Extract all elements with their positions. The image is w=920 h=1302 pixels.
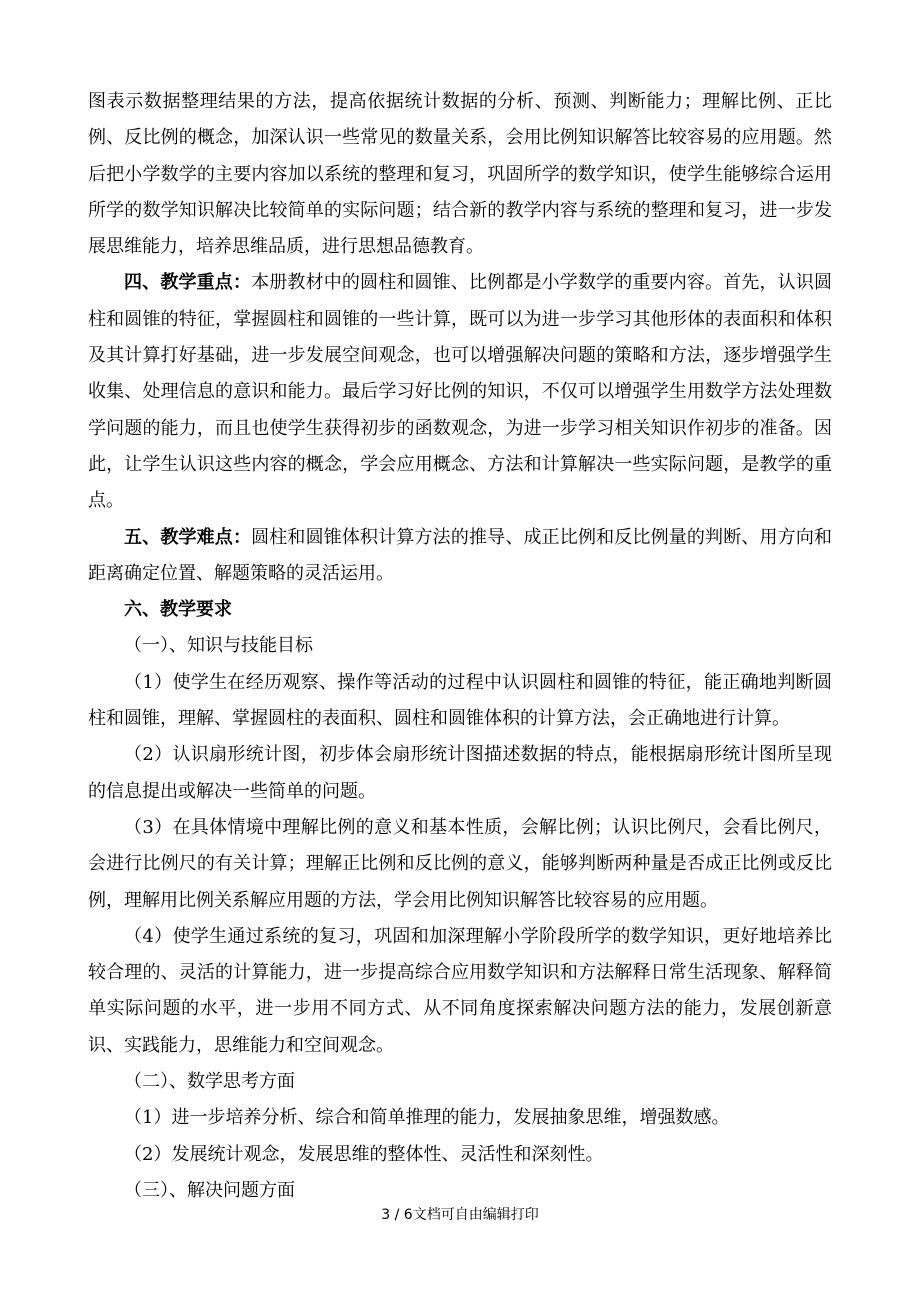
list-item: （2）发展统计观念，发展思维的整体性、灵活性和深刻性。 [124, 1143, 604, 1165]
subsection-math-thinking: （二）、数学思考方面 [124, 1071, 295, 1093]
list-item: （2）认识扇形统计图，初步体会扇形统计图描述数据的特点，能根据扇形统计图所呈现的信息提出或解决一些简单的问题。 [88, 744, 832, 802]
list-item: （3）在具体情境中理解比例的意义和基本性质，会解比例；认识比例尺，会看比例尺，会进行比例尺的有关计算；理解正比例和反比例的意义，能够判断两种量是否成正比例或反比例，理解用比例关系解应用题的方法，学会用比例知识解答比较容易的应用题。 [88, 816, 832, 911]
section-requirements-title: 六、教学要求 [124, 599, 232, 621]
list-item: （1）使学生在经历观察、操作等活动的过程中认识圆柱和圆锥的特征，能正确地判断圆柱和圆锥，理解、掌握圆柱的表面积、圆柱和圆锥体积的计算方法，会正确地进行计算。 [88, 671, 832, 730]
section-key-points-body: 本册教材中的圆柱和圆锥、比例都是小学数学的重要内容。首先，认识圆柱和圆锥的特征，掌握圆柱和圆锥的一些计算，既可以为进一步学习其他形体的表面积和体积及其计算打好基础，进一步发展空间观念，也可以增强解决问题的策略和方法，逐步增强学生收集、处理信息的意识和能力。最后学习好比例的知识，不仅可以增强学生用数学方法处理数学问题的能力，而且也使学生获得初步的函数观念，为进一步学习相关知识作初步的准备。因此，让学生认识这些内容的概念，学会应用概念、方法和计算解决一些实际问题，是教学的重点。 [88, 272, 833, 512]
intro-paragraph: 图表示数据整理结果的方法，提高依据统计数据的分析、预测、判断能力；理解比例、正比例、反比例的概念，加深认识一些常见的数量关系，会用比例知识解答比较容易的应用题。然后把小学数学的主要内容加以系统的整理和复习，巩固所学的数学知识，使学生能够综合运用所学的数学知识解决比较简单的实际问题；结合新的教学内容与系统的整理和复习，进一步发展思维能力，培养思维品质，进行思想品德教育。 [88, 91, 832, 258]
section-key-points [88, 265, 832, 519]
document-body [88, 84, 832, 1209]
subsection-knowledge-skills: （一）、知识与技能目标 [124, 635, 313, 657]
subsection-problem-solving: （三）、解决问题方面 [124, 1179, 295, 1201]
list-item: （4）使学生通过系统的复习，巩固和加深理解小学阶段所学的数学知识，更好地培养比较合理的、灵活的计算能力，进一步提高综合应用数学知识和方法解释日常生活现象、解释简单实际问题的水平，进一步用不同方式、从不同角度探索解决问题方法的能力，发展创新意识、实践能力，思维能力和空间观念。 [88, 925, 832, 1056]
list-item: （1）进一步培养分析、综合和简单推理的能力，发展抽象思维，增强数感。 [124, 1107, 730, 1129]
section-difficulties-body: 圆柱和圆锥体积计算方法的推导、成正比例和反比例量的判断、用方向和距离确定位置、解题策略的灵活运用。 [88, 526, 833, 584]
page-footer: 3 / 6文档可自由编辑打印 [381, 1207, 539, 1223]
section-difficulties [88, 520, 832, 593]
section-key-points-title: 四、教学重点： [124, 272, 252, 294]
section-difficulties-title: 五、教学难点： [124, 526, 252, 548]
